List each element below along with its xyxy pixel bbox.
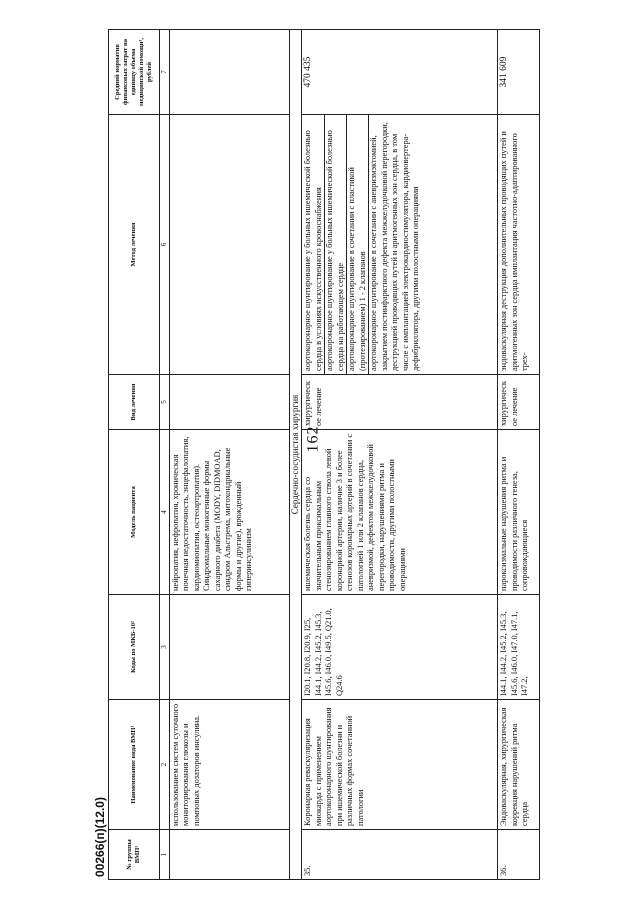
row36-cost: 341 609 xyxy=(498,30,540,115)
col-num-3: 3 xyxy=(160,595,170,700)
col-num-2: 2 xyxy=(160,700,170,830)
section-title: Сердечно-сосудистая хирургия xyxy=(289,30,301,880)
header-group: № группы ВМП¹ xyxy=(109,830,160,880)
row35-type: хирургическое лечение xyxy=(302,375,498,430)
medical-care-table xyxy=(108,29,540,880)
table-row-35 xyxy=(302,30,498,880)
cont-model: нейропатия, нефропатия, хроническая почечная недостаточность, энцефалопатия, кардиомиопатия, остеоартропатия). Синдромальные моногенные формы сахарного диабета (MODY, DIDMOAD, синдром Альстрема, митохондриальные формы и другие), врожденный гиперинсулинизм xyxy=(169,430,289,595)
row35-methods xyxy=(302,115,498,375)
cont-group xyxy=(169,830,289,880)
col-num-4: 4 xyxy=(160,430,170,595)
header-row xyxy=(109,30,160,880)
cont-type xyxy=(169,375,289,430)
row35-model: ишемическая болезнь сердца со значительным проксимальным стенозированием главного ствола левой коронарной артерии, наличие 3 и более стенозов коронарных артерий в сочетании с патологией 1 или 2 клапанов сердца, аневризмой, дефектом межжелудочковой перегородки, нарушениями ритма и проводимости, другими полостными операциями xyxy=(302,430,498,595)
cont-codes xyxy=(169,595,289,700)
col-num-7: 7 xyxy=(160,30,170,115)
row36-name: Эндоваскулярная, хирургическая коррекция нарушений ритма сердца xyxy=(498,700,540,830)
table-row-36 xyxy=(498,30,540,880)
column-number-row xyxy=(160,30,170,880)
page-number: 162 xyxy=(304,425,322,453)
row36-model: пароксизмальные нарушения ритма и проводимости различного генеза, сопровождающиеся xyxy=(498,430,540,595)
header-codes: Коды по МКБ-10² xyxy=(109,595,160,700)
document-stamp: 00266(п)(12.0) xyxy=(92,797,107,877)
row36-group: 36. xyxy=(498,830,540,880)
rotated-table-wrapper xyxy=(108,30,548,880)
section-row xyxy=(289,30,301,880)
row35-method-1: аортокоронарное шунтирование у больных ишемической болезнью сердца в условиях искусственного кровоснабжения xyxy=(303,130,323,371)
col-num-6: 6 xyxy=(160,115,170,375)
col-num-1: 1 xyxy=(160,830,170,880)
row35-name: Коронарная реваскуляризация миокарда с применением аортокоронарного шунтирования при ишемической болезни и различных формах сочетанной патологии xyxy=(302,700,498,830)
table-row-continuation xyxy=(169,30,289,880)
cont-method xyxy=(169,115,289,375)
row35-method-3: аортокоронарное шунтирование в сочетании с пластикой (протезированием) 1 - 2 клапанов xyxy=(346,115,368,374)
row35-codes: I20.1, I20.8, I20.9, I25, I44.1, I44.2, I45.2, I45.3, I45.6, I46.0, I49.5, Q21.0, Q24.6 xyxy=(302,595,498,700)
header-type: Вид лечения xyxy=(109,375,160,430)
row35-method-2: аортокоронарное шунтирование у больных ишемической болезнью сердца на работающем сердце xyxy=(324,115,346,374)
cont-cost xyxy=(169,30,289,115)
row36-method: эндоваскулярная деструкция дополнительных проводящих путей и аритмогенных зон сердца имплантация частотно-адаптированного трех- xyxy=(498,115,540,375)
header-method: Метод лечения xyxy=(109,115,160,375)
row35-method-4: аортокоронарное шунтирование в сочетании с аневризмэктомией, закрытием постинфарктного дефекта межжелудочковой перегородки, деструкцией проводящих путей и аритмогенных зон сердца, в том числе с имплантацией электрокардиостимулятора, кардиовертера-дефибриллятора, другими полостными операциями xyxy=(368,115,422,374)
header-model: Модель пациента xyxy=(109,430,160,595)
col-num-5: 5 xyxy=(160,375,170,430)
header-name: Наименование вида ВМП¹ xyxy=(109,700,160,830)
header-cost: Средний норматив финансовых затрат на единицу объема медицинской помощи³, рублей xyxy=(109,30,160,115)
row35-cost: 470 435 xyxy=(302,30,498,115)
cont-name: использованием систем суточного мониторирования глюкозы и помповых дозаторов инсулина. xyxy=(169,700,289,830)
row36-type: хирургическое лечение xyxy=(498,375,540,430)
row36-codes: I44.1, I44.2, I45.2, I45.3, I45.6, I46.0, I47.0, I47.1, I47.2, xyxy=(498,595,540,700)
row35-group: 35. xyxy=(302,830,498,880)
